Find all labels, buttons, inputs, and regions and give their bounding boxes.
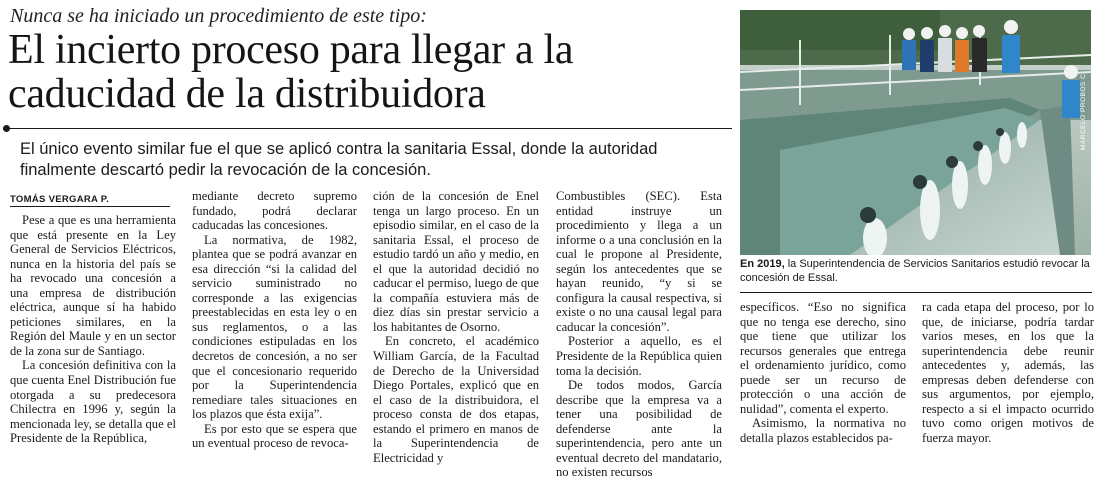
paragraph: Posterior a aquello, es el Presidente de la República quien toma la decisión. <box>556 334 722 378</box>
paragraph: específicos. “Eso no significa que no tenga ese derecho, sino que tiene que utilizar los recursos generales que entrega el ordenamiento jurídico, como puede ser un recurso de protección o una acción de nulidad”, comenta el experto. <box>740 300 906 416</box>
paragraph: La normativa, de 1982, plantea que se podrá avanzar en esa dirección “si la calidad del servicio suministrado no corresponde a las exigencias preestablecidas en esta ley o en sus reglamentos, o a las condiciones estipuladas en los decretos de concesión, a no ser que el concesionario requerido por la Superintendencia remediare tales situaciones en los plazos que ésta exija”. <box>192 232 357 422</box>
paragraph: mediante decreto supremo fundado, podrá declarar caducadas las concesiones. <box>192 189 357 233</box>
paragraph: De todos modos, García describe que la empresa va a tener una posibilidad de defenderse ante la superintendencia, pero ante un eventual decreto del mandatario, no existen recursos <box>556 378 722 480</box>
caption-bold: En 2019, <box>740 258 785 270</box>
photo-credit: MARCELO PROBOS C. <box>1080 71 1087 150</box>
column-4 <box>556 189 722 480</box>
paragraph: La concesión definitiva con la que cuenta Enel Distribución fue otorgada a su predecesora Chilectra en 1996 y, según la mencionada ley, se detalla que el Presidente de la República, <box>10 358 176 446</box>
paragraph: Combustibles (SEC). Esta entidad instruye un procedimiento y llega a un informe o a una conclusión en la cual le propone al Presidente, según los antecedentes que se hayan reunido, “y si se configura la causal respectiva, si existe o no una causal legal para caducar la concesión”. <box>556 189 722 334</box>
byline: TOMÁS VERGARA P. <box>10 194 170 207</box>
column-2 <box>192 189 357 451</box>
paragraph: Asimismo, la normativa no detalla plazos establecidos pa- <box>740 416 906 445</box>
water-tank-illustration <box>740 10 1091 255</box>
paragraph: ción de la concesión de Enel tenga un largo proceso. En un episodio similar, en el caso de la sanitaria Essal, el proceso de estudio tardó un año y medio, en el que la autoridad decidió no caducar el permiso, luego de que la compañía estuviera más de diez días sin prestar servicio a los habitantes de Osorno. <box>373 189 539 334</box>
lead-divider <box>10 128 732 129</box>
kicker: Nunca se ha iniciado un procedimiento de este tipo: <box>10 5 427 27</box>
lead-bullet <box>3 125 10 132</box>
paragraph: Es por esto que se espera que un eventual proceso de revoca- <box>192 421 357 451</box>
paragraph: ra cada etapa del proceso, por lo que, de iniciarse, podría tardar varios meses, en los que la superintendencia debe reunir antecedentes y, además, las empresas deben defenderse con sus argumentos, por ejemplo, respecto a si el impacto ocurrido tuvo como origen motivos de fuerza mayor. <box>922 300 1094 445</box>
paragraph: En concreto, el académico William García, de la Facultad de Derecho de la Universidad Diego Portales, explicó que en el caso de la distribuidora, el proceso consta de dos etapas, estando el primero en manos de la Superintendencia de Electricidad y <box>373 334 539 465</box>
column-3 <box>373 189 539 465</box>
column-1 <box>10 213 176 446</box>
caption-text: la Superintendencia de Servicios Sanitarios estudió revocar la concesión de Essal. <box>740 258 1090 284</box>
caption-divider <box>740 292 1092 293</box>
photo-caption <box>740 258 1092 285</box>
paragraph: Pese a que es una herramienta que está presente en la Ley General de Servicios Eléctricos, nunca en la historia del país se ha revocado una concesión a una empresa de distribución eléctrica, aunque sí ha habido peticiones similares, en la Región del Maule y en un sector de la zona sur de Santiago. <box>10 213 176 358</box>
news-photo <box>740 10 1091 255</box>
headline: El incierto proceso para llegar a la caducidad de la distribuidora <box>8 27 574 117</box>
column-6 <box>922 300 1094 445</box>
column-5 <box>740 300 906 445</box>
lead-paragraph: El único evento similar fue el que se aplicó contra la sanitaria Essal, donde la autoridad finalmente descartó pedir la revocación de la concesión. <box>20 140 658 179</box>
